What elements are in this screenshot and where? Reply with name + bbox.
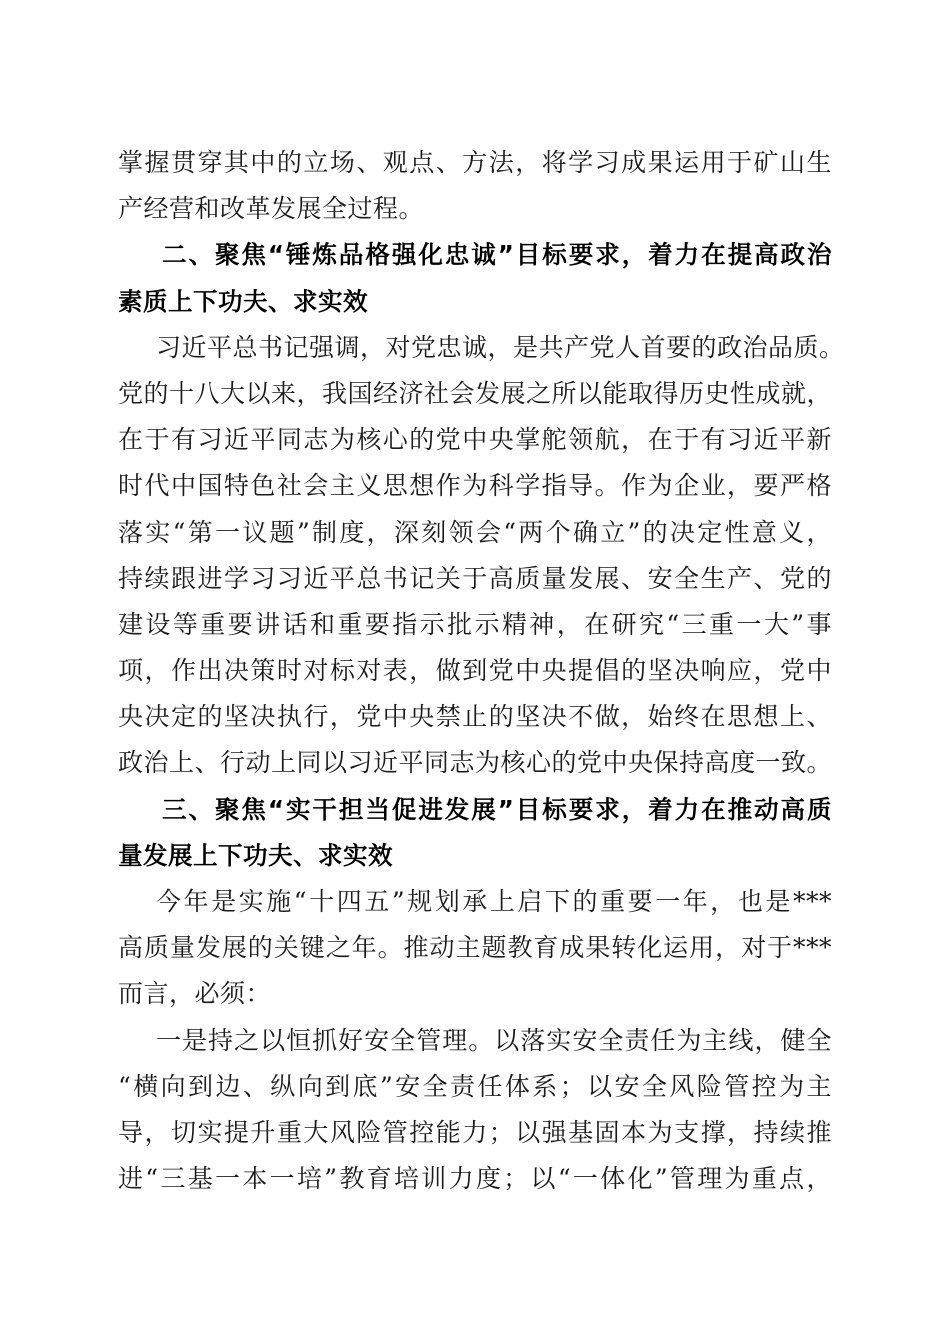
- paragraph-line: 进“三基一本一培”教育培训力度；以“一体化”管理为重点，: [118, 1164, 832, 1194]
- paragraph-line: 持续跟进学习习近平总书记关于高质量发展、安全生产、党的: [118, 563, 832, 593]
- paragraph-text: 以落实安全责任为主线，健全: [494, 1025, 832, 1055]
- paragraph-line: “横向到边、纵向到底”安全责任体系；以安全风险管控为主: [118, 1071, 832, 1101]
- paragraph-line: 时代中国特色社会主义思想作为科学指导。作为企业，要严格: [118, 471, 832, 501]
- paragraph-line: 产经营和改革发展全过程。: [118, 194, 425, 224]
- paragraph-line: 习近平总书记强调，对党忠诚，是共产党人首要的政治品质。: [156, 332, 845, 362]
- paragraph-line: 央决定的坚决执行，党中央禁止的坚决不做，始终在思想上、: [118, 702, 832, 732]
- section-heading-2: 二、聚焦“锤炼品格强化忠诚”目标要求，着力在提高政治: [162, 240, 832, 270]
- section-heading-2-cont: 素质上下功夫、求实效: [118, 286, 368, 316]
- paragraph-line: 党的十八大以来，我国经济社会发展之所以能取得历史性成就，: [118, 378, 833, 408]
- lead-sentence: 一是持之以恒抓好安全管理。: [156, 1025, 495, 1055]
- paragraph-line: [118, 1018, 832, 1064]
- paragraph-line: 落实“第一议题”制度，深刻领会“两个确立”的决定性意义，: [118, 517, 832, 547]
- paragraph-line: 高质量发展的关键之年。推动主题教育成果转化运用，对于***: [118, 933, 832, 963]
- paragraph-line: 在于有习近平同志为核心的党中央掌舵领航，在于有习近平新: [118, 425, 832, 455]
- paragraph-line: 而言，必须：: [118, 979, 272, 1009]
- section-heading-3-cont: 量发展上下功夫、求实效: [118, 840, 393, 870]
- paragraph-line: 今年是实施“十四五”规划承上启下的重要一年，也是***: [156, 887, 832, 916]
- document-body: [118, 140, 845, 1202]
- section-heading-3: 三、聚焦“实干担当促进发展”目标要求，着力在推动高质: [162, 794, 832, 824]
- paragraph-line: 掌握贯穿其中的立场、观点、方法，将学习成果运用于矿山生: [118, 148, 832, 177]
- paragraph-line: 建设等重要讲话和重要指示批示精神，在研究“三重一大”事: [118, 609, 832, 639]
- paragraph-line: 政治上、行动上同以习近平同志为核心的党中央保持高度一致。: [118, 748, 833, 778]
- paragraph-line: 导，切实提升重大风险管控能力；以强基固本为支撑，持续推: [118, 1117, 832, 1147]
- paragraph-line: 项，作出决策时对标对表，做到党中央提倡的坚决响应，党中: [118, 656, 832, 686]
